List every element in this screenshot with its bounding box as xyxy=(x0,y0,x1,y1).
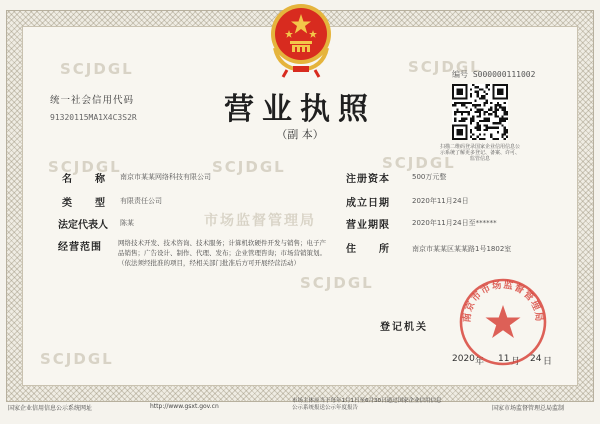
type-value: 有限责任公司 xyxy=(120,197,162,205)
registration-day: 24 xyxy=(530,354,542,364)
credit-code-label: 统一社会信用代码 xyxy=(50,95,135,106)
watermark: SCJDGL xyxy=(408,58,482,76)
registration-month-suffix: 月 xyxy=(511,357,521,367)
business-scope-label: 经营范围 xyxy=(58,242,102,253)
type-label: 类 型 xyxy=(62,198,106,209)
name-label: 名 称 xyxy=(62,174,106,185)
registration-year-suffix: 年 xyxy=(475,357,485,367)
watermark: SCJDGL xyxy=(212,158,286,176)
watermark: SCJDGL xyxy=(382,154,456,172)
footer-supervisor: 国家市场监督管理总局监制 xyxy=(492,405,565,412)
watermark: SCJDGL xyxy=(48,158,122,176)
official-seal-icon xyxy=(458,277,548,367)
establish-date-label: 成立日期 xyxy=(346,198,390,209)
credit-code-value: 91320115MA1X4C3S2R xyxy=(50,113,137,122)
address-value: 南京市某某区某某路1号1802室 xyxy=(412,245,512,253)
legal-rep-value: 陈某 xyxy=(120,219,134,227)
qr-caption: 扫描二维码登录国家企业信用信息公示系统了解更多登记、备案、许可、监管信息 xyxy=(440,144,521,162)
watermark: 市场监督管理局 xyxy=(204,213,316,229)
qr-code xyxy=(452,84,508,140)
national-emblem-icon xyxy=(265,0,337,78)
business-scope-value: 网络技术开发、技术咨询、技术服务；计算机软硬件开发与销售；电子产品销售；广告设计、制作、代理、发布；企业管理咨询；市场营销策划。（依法须经批准的项目，经相关部门批准后方可开展经营活动） xyxy=(118,239,326,267)
document-subtitle: （副 本） xyxy=(276,128,324,141)
address-label: 住 所 xyxy=(346,244,390,255)
registration-organ-label: 登记机关 xyxy=(380,322,428,333)
watermark: SCJDGL xyxy=(40,350,114,368)
registered-capital-label: 注册资本 xyxy=(346,174,390,185)
watermark: SCJDGL xyxy=(300,274,374,292)
footer-gsxt-url[interactable]: http://www.gsxt.gov.cn xyxy=(150,403,219,410)
name-value: 南京市某某网络科技有限公司 xyxy=(120,173,211,181)
business-term-value: 2020年11月24日至****** xyxy=(412,219,497,227)
footer-annual-report-notice: 市场主体应当于每年1月1日至6月30日通过国家企业信用信息公示系统报送公示年度报告 xyxy=(292,398,442,411)
establish-date-value: 2020年11月24日 xyxy=(412,197,469,205)
registration-day-suffix: 日 xyxy=(543,357,553,367)
registration-month: 11 xyxy=(498,354,510,364)
business-term-label: 营业期限 xyxy=(346,220,390,231)
watermark: SCJDGL xyxy=(60,60,134,78)
registration-year: 2020 xyxy=(452,354,475,364)
legal-rep-label: 法定代表人 xyxy=(58,220,108,231)
svg-text:南京市市场监督管理局: 南京市市场监督管理局 xyxy=(461,279,545,324)
serial-number: 编号 S000000111002 xyxy=(452,70,536,79)
footer-gsxt-label: 国家企业信用信息公示系统网址 xyxy=(8,405,93,412)
document-title: 营业执照 xyxy=(224,92,376,127)
registered-capital-value: 500万元整 xyxy=(412,173,447,181)
